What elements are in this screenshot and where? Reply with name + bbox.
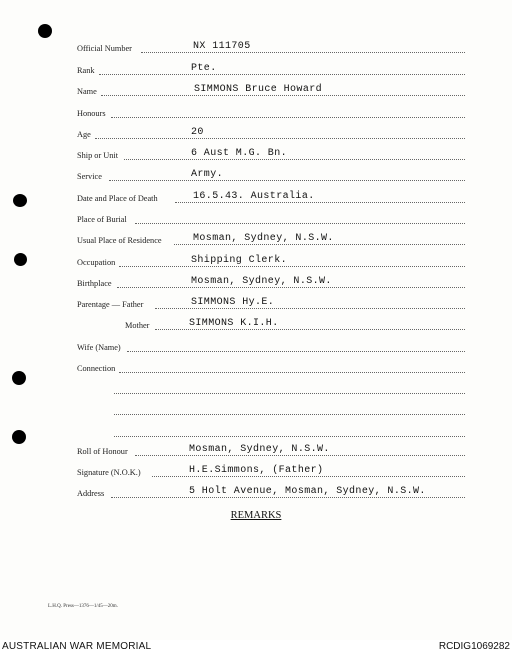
remarks-heading: REMARKS — [230, 510, 282, 521]
punch-hole — [12, 430, 26, 444]
address-label: Address — [77, 489, 105, 498]
date-place-death-row — [77, 190, 477, 204]
address-row — [77, 485, 477, 499]
roll-of-honour-value: Mosman, Sydney, N.S.W. — [189, 444, 330, 455]
punch-hole — [38, 24, 52, 38]
ship-or-unit-value: 6 Aust M.G. Bn. — [191, 148, 288, 159]
footer-bar — [0, 640, 512, 654]
punch-hole — [13, 194, 27, 207]
age-label: Age — [77, 130, 91, 139]
signature-row — [77, 464, 477, 478]
rank-value: Pte. — [191, 63, 217, 74]
address-value: 5 Holt Avenue, Mosman, Sydney, N.S.W. — [189, 486, 426, 497]
signature-value: H.E.Simmons, (Father) — [189, 465, 324, 476]
usual-residence-label: Usual Place of Residence — [77, 236, 162, 245]
connection-blank-line — [77, 424, 477, 438]
roll-of-honour-row — [77, 443, 477, 457]
occupation-row — [77, 254, 477, 268]
signature-label: Signature (N.O.K.) — [77, 468, 141, 477]
birthplace-row — [77, 275, 477, 289]
rank-row — [77, 62, 477, 76]
birthplace-value: Mosman, Sydney, N.S.W. — [191, 276, 332, 287]
father-row — [77, 296, 477, 310]
usual-residence-row — [77, 232, 477, 246]
connection-blank-line — [77, 402, 477, 416]
age-row — [77, 126, 477, 140]
date-place-death-label: Date and Place of Death — [77, 194, 158, 203]
connection-row — [77, 360, 477, 374]
rank-label: Rank — [77, 66, 95, 75]
father-value: SIMMONS Hy.E. — [191, 297, 275, 308]
usual-residence-value: Mosman, Sydney, N.S.W. — [193, 233, 334, 244]
name-value: SIMMONS Bruce Howard — [194, 84, 323, 95]
footer-institution: AUSTRALIAN WAR MEMORIAL — [2, 641, 152, 652]
connection-blank-line — [77, 381, 477, 395]
official-number-value: NX 111705 — [193, 41, 251, 52]
wife-label: Wife (Name) — [77, 343, 121, 352]
place-of-burial-row — [77, 211, 477, 225]
punch-hole — [12, 371, 26, 385]
wife-row — [77, 339, 477, 353]
connection-label: Connection — [77, 364, 116, 373]
father-label: Parentage — Father — [77, 300, 144, 309]
official-number-label: Official Number — [77, 44, 132, 53]
punch-hole — [14, 253, 27, 266]
age-value: 20 — [191, 127, 204, 138]
date-place-death-value: 16.5.43. Australia. — [193, 191, 315, 202]
mother-label: Mother — [125, 321, 150, 330]
mother-value: SIMMONS K.I.H. — [189, 318, 279, 329]
ship-or-unit-label: Ship or Unit — [77, 151, 119, 160]
name-label: Name — [77, 87, 97, 96]
ship-or-unit-row — [77, 147, 477, 161]
occupation-value: Shipping Clerk. — [191, 255, 288, 266]
footer-record-id: RCDIG1069282 — [438, 641, 510, 652]
mother-row — [77, 317, 477, 331]
official-number-row — [77, 40, 477, 54]
honours-row — [77, 105, 477, 119]
service-value: Army. — [191, 169, 224, 180]
service-row — [77, 168, 477, 182]
roll-of-honour-label: Roll of Honour — [77, 447, 128, 456]
place-of-burial-label: Place of Burial — [77, 215, 127, 224]
occupation-label: Occupation — [77, 258, 116, 267]
honours-label: Honours — [77, 109, 106, 118]
birthplace-label: Birthplace — [77, 279, 112, 288]
name-row — [77, 83, 477, 97]
printer-note: L.H.Q. Press—1376—1/45—20m. — [48, 604, 118, 609]
service-label: Service — [77, 172, 102, 181]
